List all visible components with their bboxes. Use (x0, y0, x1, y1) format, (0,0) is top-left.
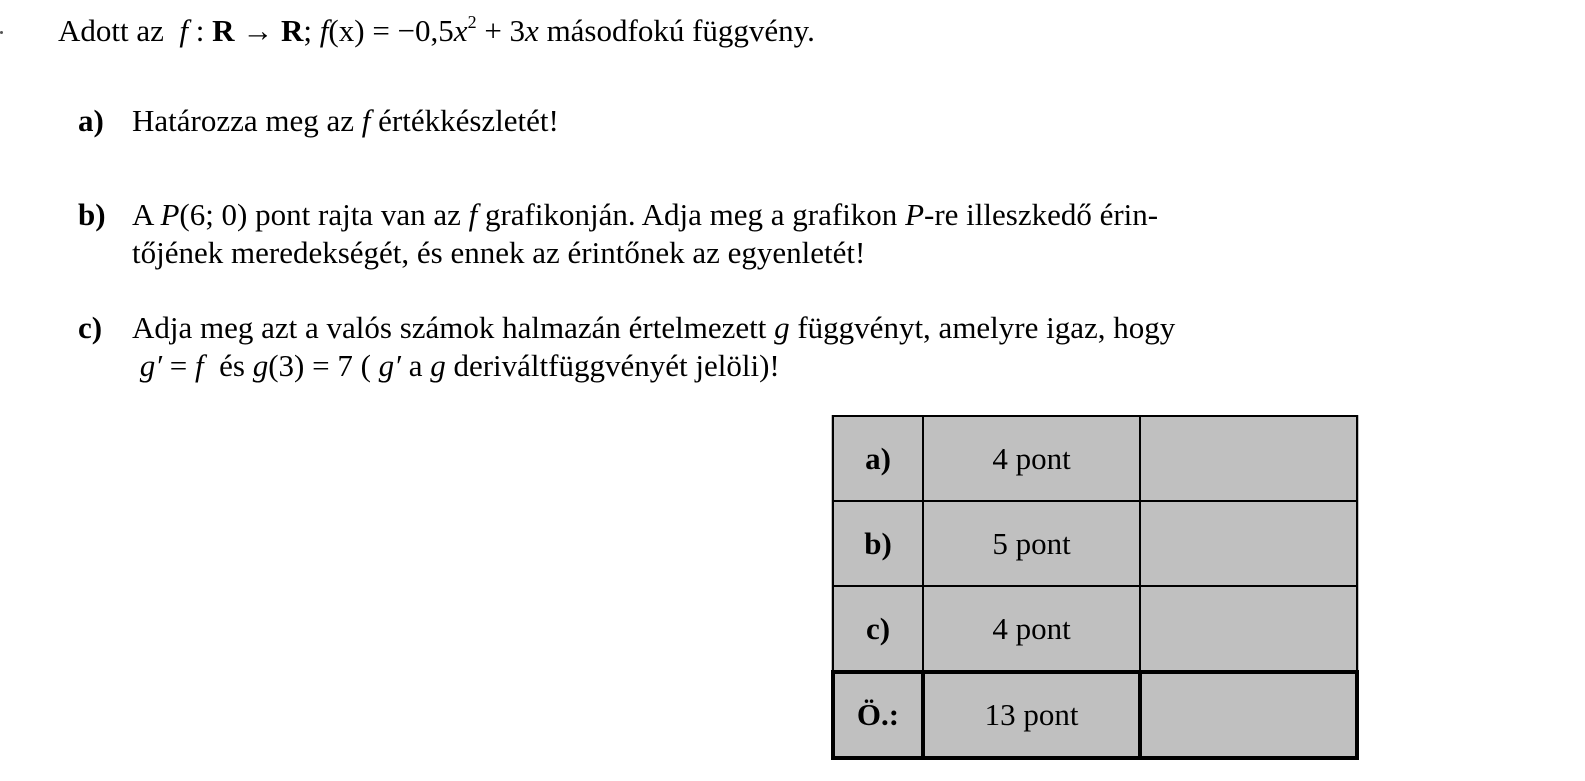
arrow-symbol: → (234, 13, 282, 48)
point-ref: P (905, 197, 924, 232)
function-var: g (252, 348, 269, 383)
part-cell: c) (833, 586, 923, 672)
text: Adja meg azt a valós számok halmazán értelmezett (132, 310, 775, 345)
function-var: f (361, 103, 371, 138)
part-label: a) (78, 103, 104, 138)
linear-term: + 3 (476, 13, 526, 48)
text: (6; 0) pont rajta van az (179, 197, 469, 232)
points-cell: 4 pont (923, 416, 1140, 501)
points-cell: 4 pont (923, 586, 1140, 672)
function-name-2: f (319, 13, 329, 48)
derivative-symbol: g′ (139, 348, 163, 383)
score-table (831, 415, 1359, 760)
intro-tail: másodfokú függvény. (538, 13, 815, 48)
part-label: b) (78, 197, 106, 232)
part-b (78, 196, 1159, 270)
point-name: P (160, 197, 180, 232)
part-cell: b) (833, 501, 923, 586)
text: A (132, 197, 161, 232)
text: grafikonján. Adja meg a grafikon (477, 197, 906, 232)
total-points-cell: 13 pont (923, 672, 1140, 758)
total-row (833, 672, 1357, 758)
part-text-line1 (132, 309, 1175, 347)
variable-x-2: x (525, 13, 539, 48)
earned-cell[interactable] (1140, 501, 1357, 586)
part-label: c) (78, 310, 103, 345)
part-a (78, 102, 559, 140)
problem-statement (58, 12, 815, 50)
text: -re illeszkedő érin- (924, 197, 1159, 232)
part-text-line2 (132, 347, 780, 385)
table-row (833, 586, 1357, 672)
exponent: 2 (467, 11, 477, 32)
part-cell: a) (833, 416, 923, 501)
function-var: g (430, 348, 446, 383)
semicolon: ; (303, 13, 320, 48)
margin-dot (0, 31, 3, 34)
codomain-set: R (281, 13, 304, 48)
text: deriváltfüggvényét jelöli)! (445, 348, 780, 383)
derivative-symbol: g′ (378, 348, 401, 383)
text: függvényt, amelyre igaz, hogy (789, 310, 1176, 345)
total-earned-cell[interactable] (1140, 672, 1357, 758)
coefficient: = −0,5 (364, 13, 454, 48)
function-var: f (195, 348, 204, 383)
variable-x: x (453, 13, 468, 48)
part-text-line2: tőjének meredekségét, és ennek az érintőnek az egyenletét! (132, 235, 866, 270)
part-text (132, 102, 559, 140)
earned-cell[interactable] (1140, 586, 1357, 672)
text: (3) = 7 ( (268, 348, 379, 383)
function-var: g (774, 310, 790, 345)
function-name: f (179, 13, 189, 48)
text: és (203, 348, 253, 383)
part-text-line1 (132, 196, 1158, 234)
part-c (78, 309, 1176, 383)
total-label-cell: Ö.: (833, 672, 923, 758)
table-row (833, 501, 1357, 586)
domain-set: R (212, 13, 235, 48)
points-cell: 5 pont (923, 501, 1140, 586)
function-var: f (468, 197, 478, 232)
argument: (x) (328, 13, 365, 48)
text: Határozza meg az (132, 103, 362, 138)
intro-lead: Adott az (58, 13, 164, 48)
colon: : (188, 13, 213, 48)
text: = (162, 348, 196, 383)
table-row (833, 416, 1357, 501)
earned-cell[interactable] (1140, 416, 1357, 501)
text: a (400, 348, 431, 383)
text: értékkészletét! (370, 103, 559, 138)
